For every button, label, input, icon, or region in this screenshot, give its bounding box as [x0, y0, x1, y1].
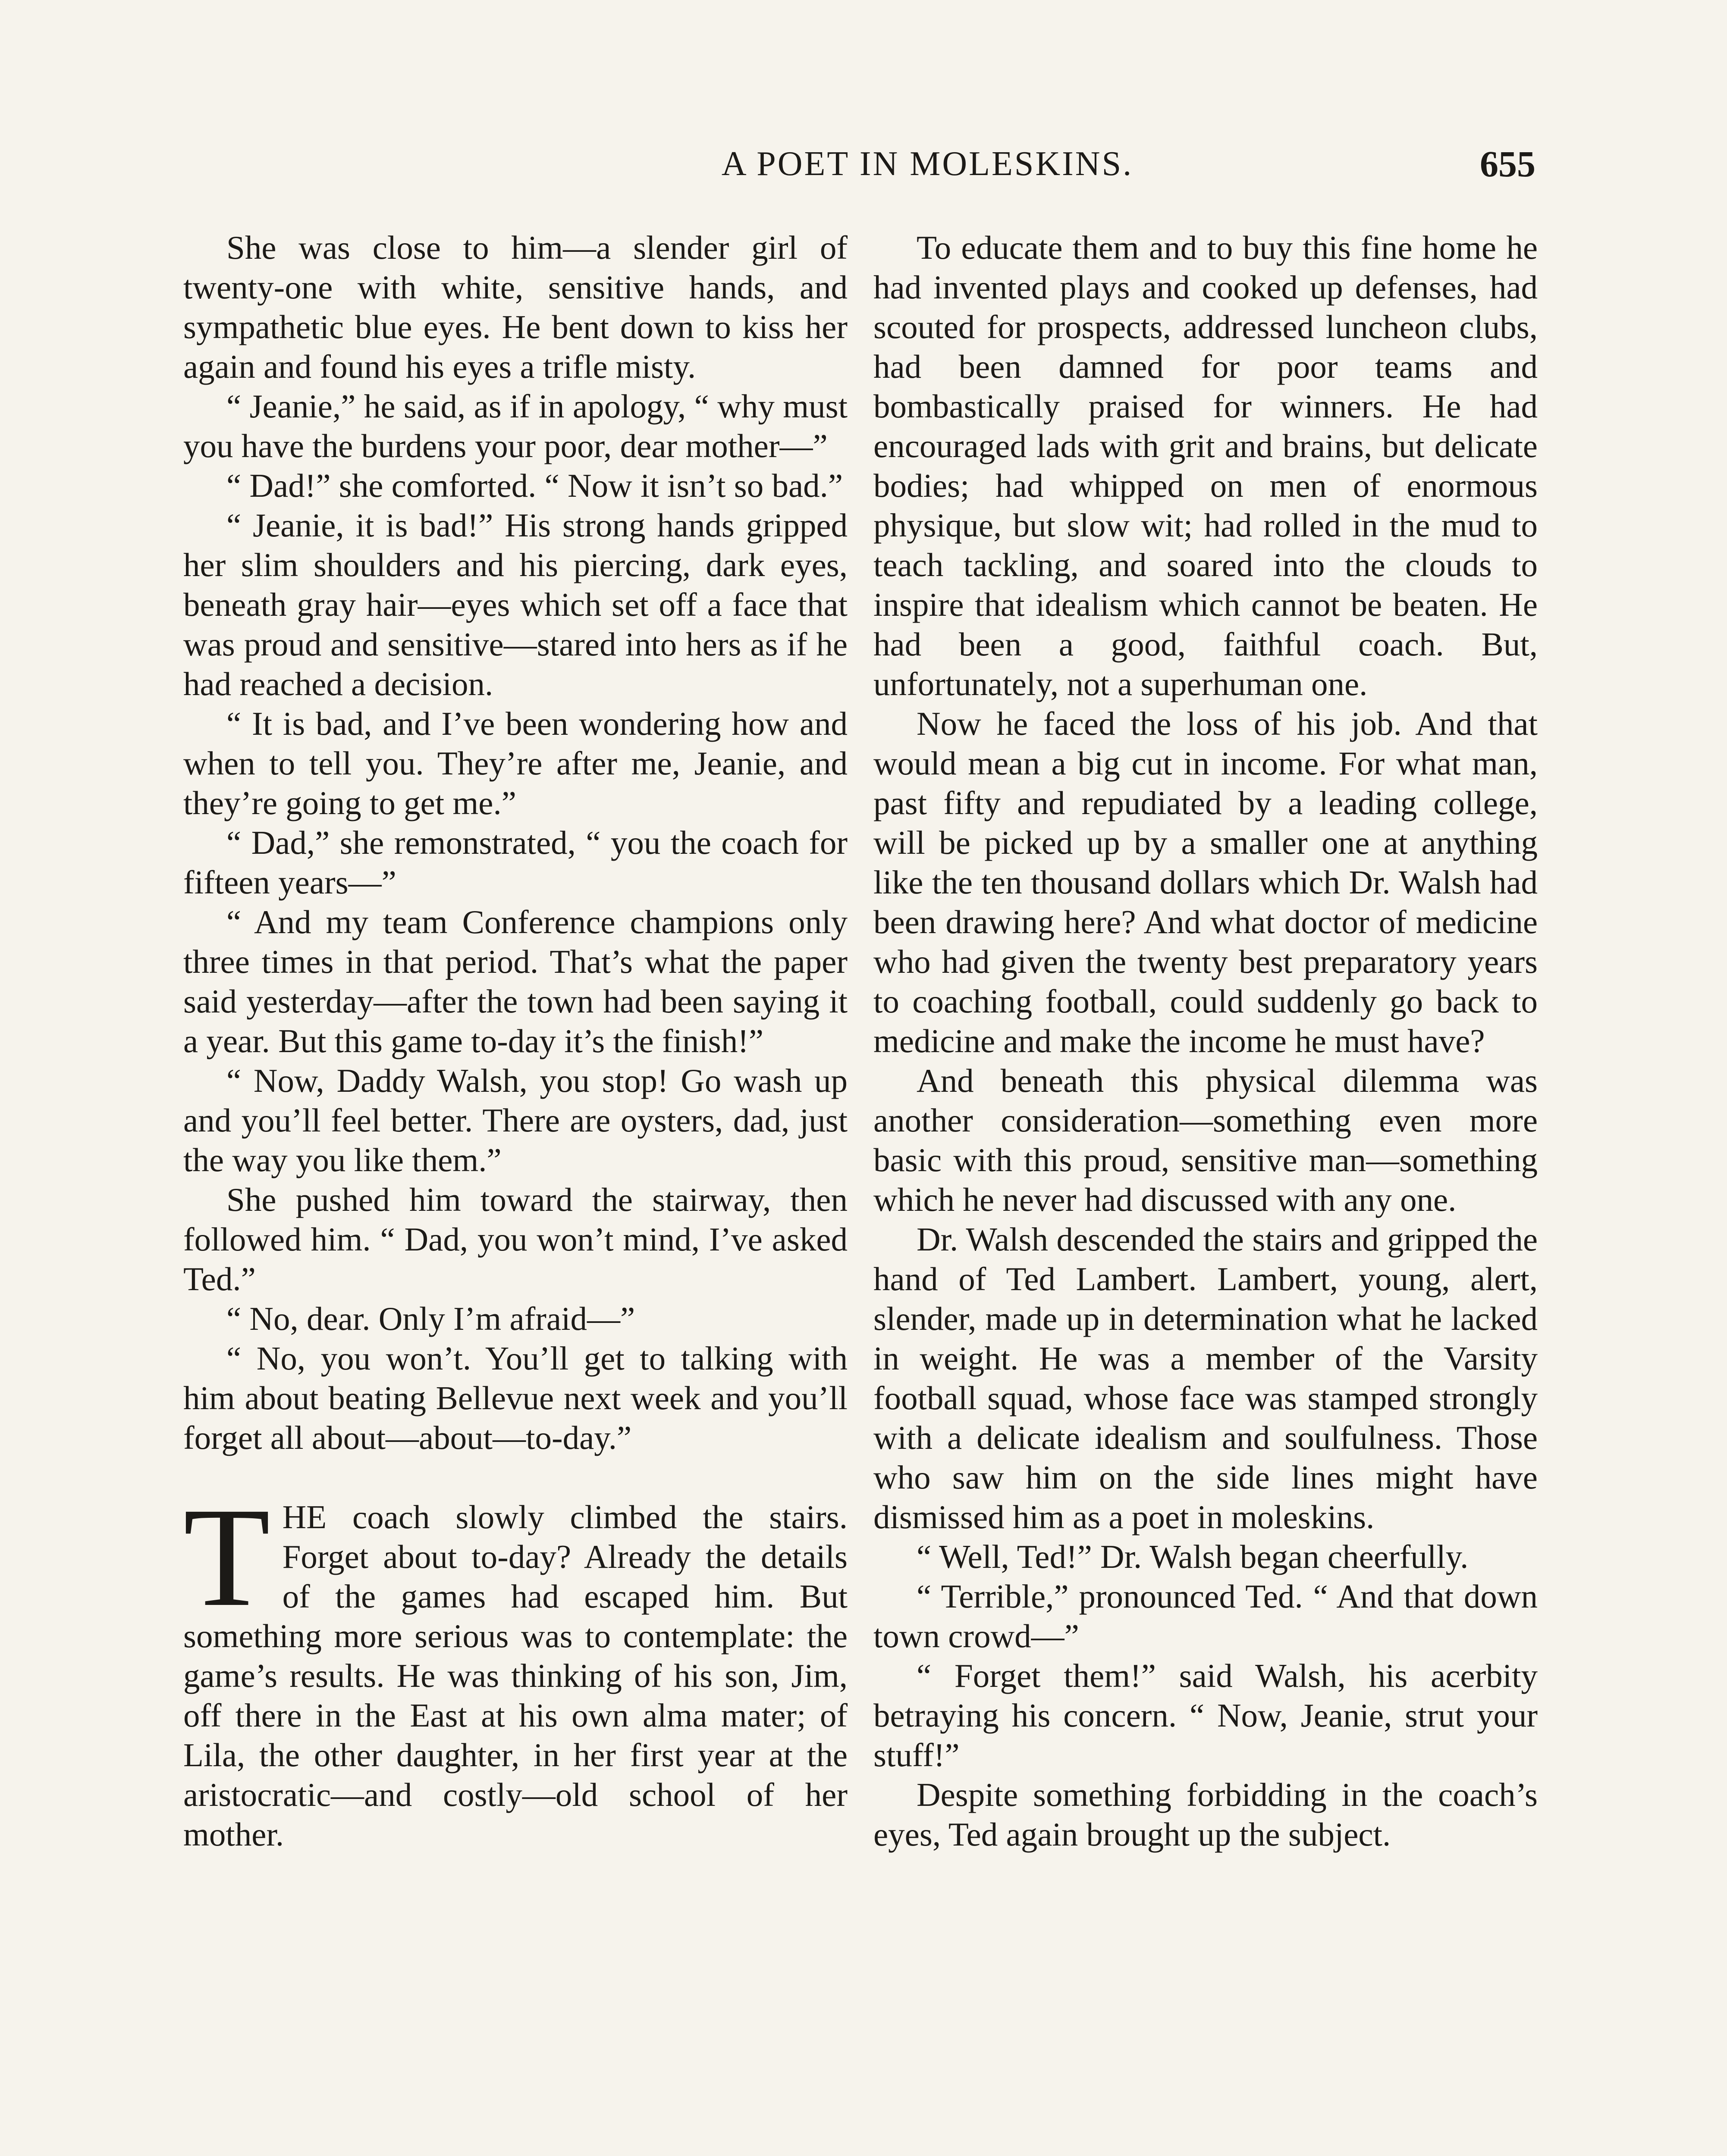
left-column: [183, 228, 848, 1854]
paragraph: “ No, dear. Only I’m afraid—”: [226, 1300, 635, 1337]
paragraph: “ Forget them!” said Walsh, his acerbity betraying his concern. “ Now, Jeanie, strut your stuff!”: [873, 1657, 1538, 1774]
section-text: HE coach slowly climbed the stairs. Forget about to-day? Already the details of the games had escaped him. But something more serious was to contemplate: the game’s results. He was thinking of his son, Jim, off there in the East at his own alma mater; of Lila, the other daughter, in her first year at the aristocratic—and costly—old school of her mother.: [183, 1498, 848, 1853]
paragraph: “ Dad!” she comforted. “ Now it isn’t so bad.”: [226, 467, 843, 504]
paragraph: “ Well, Ted!” Dr. Walsh began cheerfully.: [917, 1538, 1469, 1575]
page-number: 655: [1480, 143, 1535, 185]
paragraph: She pushed him toward the stairway, then followed him. “ Dad, you won’t mind, I’ve asked Ted.”: [183, 1181, 848, 1297]
paragraph: “ And my team Conference champions only three times in that period. That’s what the paper said yesterday—after the town had been saying it a year. But this game to-day it’s the finish!”: [183, 903, 848, 1059]
paragraph: “ Now, Daddy Walsh, you stop! Go wash up and you’ll feel better. There are oysters, dad, just the way you like them.”: [183, 1062, 848, 1178]
paragraph: “ No, you won’t. You’ll get to talking with him about beating Bellevue next week and you’ll forget all about—about—to-day.”: [183, 1340, 848, 1456]
section-opening-paragraph: [183, 1479, 848, 1854]
paragraph: “ Dad,” she remonstrated, “ you the coach for fifteen years—”: [183, 824, 848, 901]
paragraph: She was close to him—a slender girl of twenty-one with white, sensitive hands, and sympathetic blue eyes. He bent down to kiss her again and found his eyes a trifle misty.: [183, 229, 848, 385]
paragraph: Dr. Walsh descended the stairs and gripped the hand of Ted Lambert. Lambert, young, alert, slender, made up in determination what he lacked in weight. He was a member of the Varsity football squad, whose face was stamped strongly with a delicate idealism and soulfulness. Those who saw him on the side lines might have dismissed him as a poet in moleskins.: [873, 1221, 1538, 1536]
running-title: A POET IN MOLESKINS.: [721, 145, 1134, 183]
paragraph: To educate them and to buy this fine home he had invented plays and cooked up defenses, had scouted for prospects, addressed luncheon clubs, had been damned for poor teams and bombastically praised for winners. He had encouraged lads with grit and brains, but delicate bodies; had whipped on men of enormous physique, but slow wit; had rolled in the mud to teach tackling, and soared into the clouds to inspire that idealism which cannot be beaten. He had been a good, faithful coach. But, unfortunately, not a superhuman one.: [873, 229, 1538, 702]
page-header: [0, 0, 1727, 207]
paragraph: Now he faced the loss of his job. And that would mean a big cut in income. For what man, past fifty and repudiated by a leading college, will be picked up by a smaller one at anything like the ten thousand dollars which Dr. Walsh had been drawing here? And what doctor of medicine who had given the twenty best preparatory years to coaching football, could suddenly go back to medicine and make the income he must have?: [873, 705, 1538, 1059]
drop-cap: T: [183, 1479, 270, 1636]
paragraph: “ Terrible,” pronounced Ted. “ And that down town crowd—”: [873, 1578, 1538, 1655]
paragraph: “ Jeanie,” he said, as if in apology, “ why must you have the burdens your poor, dear mother—”: [183, 388, 848, 464]
right-column: [873, 228, 1538, 1854]
paragraph: “ It is bad, and I’ve been wondering how and when to tell you. They’re after me, Jeanie, and they’re going to get me.”: [183, 705, 848, 821]
paragraph: “ Jeanie, it is bad!” His strong hands gripped her slim shoulders and his piercing, dark eyes, beneath gray hair—eyes which set off a face that was proud and sensitive—stared into hers as if he had reached a decision.: [183, 507, 848, 702]
paragraph: And beneath this physical dilemma was another consideration—something even more basic with this proud, sensitive man—something which he never had discussed with any one.: [873, 1062, 1538, 1218]
paragraph: Despite something forbidding in the coach’s eyes, Ted again brought up the subject.: [873, 1776, 1538, 1853]
